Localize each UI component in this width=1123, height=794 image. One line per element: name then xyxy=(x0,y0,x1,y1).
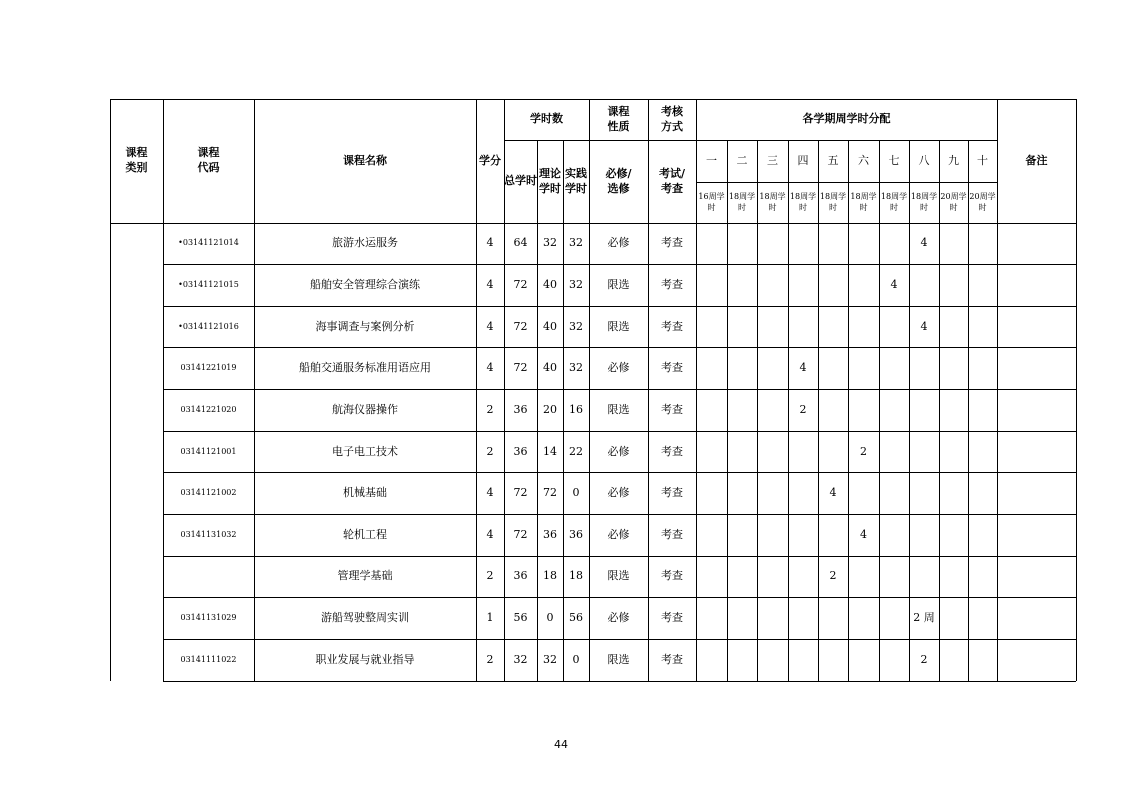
table-row-assessment: 考查 xyxy=(661,569,683,583)
table-row-semester-6-hours: 2 xyxy=(860,444,867,458)
header-semester-weeks-1: 16周学 时 xyxy=(698,191,725,212)
table-row-practice-hours: 32 xyxy=(569,236,583,250)
header-practice-hours: 实践 学时 xyxy=(565,166,587,195)
table-row-assessment: 考查 xyxy=(661,319,683,333)
table-row-semester-5-hours: 4 xyxy=(829,486,837,500)
table-row-course-code: 03141221020 xyxy=(180,404,237,414)
table-row-total-hours: 64 xyxy=(513,236,528,250)
table-row-total-hours: 72 xyxy=(513,319,528,333)
table-row-course-name: 船舶安全管理综合演练 xyxy=(310,278,420,292)
table-row-course-nature: 限选 xyxy=(607,402,630,416)
table-row-credits: 2 xyxy=(486,652,494,666)
table-row-theory-hours: 40 xyxy=(543,278,557,292)
table-row-course-name: 管理学基础 xyxy=(337,569,393,583)
table-row-theory-hours: 14 xyxy=(543,444,557,458)
table-row-course-code xyxy=(163,556,254,598)
table-row-semester-5-hours: 2 xyxy=(829,569,837,583)
table-row-credits: 4 xyxy=(486,527,494,541)
header-semester-weeks-2: 18周学 时 xyxy=(728,191,756,212)
table-row-course-code: •03141121015 xyxy=(178,280,239,290)
header-required-elective: 必修/ 选修 xyxy=(605,166,632,195)
table-row-credits: 2 xyxy=(486,402,494,416)
table-row-assessment: 考查 xyxy=(661,278,683,292)
table-row-course-code: •03141121014 xyxy=(178,238,239,248)
table-row-course-nature: 必修 xyxy=(607,527,630,541)
table-row-semester-7-hours: 4 xyxy=(890,278,898,292)
table-row-practice-hours: 16 xyxy=(569,402,583,416)
table-row-credits: 1 xyxy=(486,611,494,625)
table-row-assessment: 考查 xyxy=(661,361,683,375)
header-semester-weeks-10: 20周学 时 xyxy=(969,191,996,212)
header-semester-4: 四 xyxy=(797,153,809,167)
header-total-hours: 总学时 xyxy=(504,174,537,188)
table-row-semester-4-hours: 4 xyxy=(799,361,807,375)
table-row-course-name: 电子电工技术 xyxy=(332,444,398,458)
table-row-theory-hours: 20 xyxy=(543,402,557,416)
table-row-semester-4-hours: 2 xyxy=(799,402,807,416)
header-course-name: 课程名称 xyxy=(343,153,387,167)
header-semester-weeks-3: 18周学 时 xyxy=(759,191,786,212)
table-row-total-hours: 32 xyxy=(513,652,528,666)
table-row-practice-hours: 32 xyxy=(569,278,583,292)
table-row-theory-hours: 72 xyxy=(543,486,557,500)
header-semester-weeks-8: 18周学 时 xyxy=(910,191,938,212)
table-row-course-name: 机械基础 xyxy=(343,486,387,500)
table-row-course-name: 航海仪器操作 xyxy=(332,402,398,416)
table-row-course-nature: 必修 xyxy=(607,486,630,500)
table-row-practice-hours: 36 xyxy=(569,527,583,541)
table-row-course-name: 轮机工程 xyxy=(343,527,387,541)
table-row-course-name: 船舶交通服务标准用语应用 xyxy=(299,361,431,375)
page-number: 44 xyxy=(554,738,568,751)
table-row-total-hours: 36 xyxy=(513,444,528,458)
table-row-course-code: 03141131032 xyxy=(180,529,237,539)
table-row-course-nature: 限选 xyxy=(607,278,630,292)
table-row-theory-hours: 0 xyxy=(546,611,554,625)
header-semester-weeks-7: 18周学 时 xyxy=(880,191,908,212)
table-row-course-code: 03141131029 xyxy=(180,613,237,623)
header-exam-check: 考试/ 考查 xyxy=(658,166,686,195)
header-semester-weeks-4: 18周学 时 xyxy=(789,191,817,212)
table-row-course-nature: 必修 xyxy=(607,361,630,375)
header-semester-10: 十 xyxy=(977,153,988,167)
table-row-total-hours: 72 xyxy=(513,527,528,541)
table-row-semester-8-hours: 4 xyxy=(920,319,928,333)
header-course-category: 课程 类别 xyxy=(125,146,148,174)
table-row-course-nature: 必修 xyxy=(607,444,630,458)
table-row-course-nature: 必修 xyxy=(607,611,630,625)
table-row-practice-hours: 32 xyxy=(569,361,583,375)
table-row-theory-hours: 40 xyxy=(543,319,557,333)
table-row-assessment: 考查 xyxy=(661,402,683,416)
table-row-course-code: 03141121002 xyxy=(180,488,237,498)
table-row-course-name: 旅游水运服务 xyxy=(332,236,398,250)
table-row-assessment: 考查 xyxy=(661,652,683,666)
table-row-course-code: 03141111022 xyxy=(180,654,237,664)
header-semester-allocation: 各学期周学时分配 xyxy=(802,112,891,126)
table-row-course-code: •03141121016 xyxy=(178,321,239,331)
table-row-credits: 4 xyxy=(486,486,494,500)
header-semester-9: 九 xyxy=(948,153,959,167)
header-theory-hours: 理论 学时 xyxy=(539,166,561,195)
table-row-credits: 4 xyxy=(486,278,494,292)
table-row-theory-hours: 36 xyxy=(543,527,557,541)
header-assessment-method: 考核 方式 xyxy=(661,104,683,133)
table-row-semester-8-hours: 2 xyxy=(920,652,928,666)
header-semester-2: 二 xyxy=(736,153,748,167)
table-row-assessment: 考查 xyxy=(661,611,683,625)
header-semester-7: 七 xyxy=(888,153,900,167)
table-row-total-hours: 72 xyxy=(513,486,528,500)
table-row-credits: 4 xyxy=(486,361,494,375)
table-row-course-code: 03141121001 xyxy=(180,446,237,456)
header-semester-weeks-6: 18周学 时 xyxy=(850,191,877,212)
table-row-course-code: 03141221019 xyxy=(180,363,237,373)
table-row-course-nature: 限选 xyxy=(607,652,630,666)
header-credits: 学分 xyxy=(479,153,501,167)
table-row-theory-hours: 40 xyxy=(543,361,557,375)
table-row-assessment: 考查 xyxy=(661,236,683,250)
table-row-total-hours: 72 xyxy=(513,361,528,375)
table-row-practice-hours: 0 xyxy=(572,486,580,500)
header-semester-1: 一 xyxy=(706,153,717,167)
table-row-course-nature: 限选 xyxy=(607,569,630,583)
table-row-theory-hours: 18 xyxy=(543,569,557,583)
header-semester-3: 三 xyxy=(767,153,778,167)
table-row-semester-8-hours: 2 周 xyxy=(913,611,935,625)
header-course-code: 课程 代码 xyxy=(197,146,220,174)
table-row-assessment: 考查 xyxy=(661,444,683,458)
table-row-total-hours: 36 xyxy=(513,569,528,583)
table-row-total-hours: 56 xyxy=(513,611,528,625)
table-row-credits: 2 xyxy=(486,444,494,458)
table-row-theory-hours: 32 xyxy=(543,652,557,666)
table-row-assessment: 考查 xyxy=(661,527,683,541)
table-row-course-name: 职业发展与就业指导 xyxy=(315,652,415,666)
table-row-assessment: 考查 xyxy=(661,486,683,500)
table-row-theory-hours: 32 xyxy=(543,236,557,250)
table-row-practice-hours: 22 xyxy=(569,444,583,458)
table-row-course-name: 海事调查与案例分析 xyxy=(315,319,415,333)
table-row-practice-hours: 32 xyxy=(569,319,583,333)
table-row-course-nature: 必修 xyxy=(607,236,630,250)
table-row-credits: 2 xyxy=(486,569,494,583)
table-row-course-nature: 限选 xyxy=(607,319,630,333)
table-row-practice-hours: 56 xyxy=(569,611,583,625)
table-row-total-hours: 72 xyxy=(513,278,528,292)
header-semester-8: 八 xyxy=(918,153,930,167)
table-row-semester-6-hours: 4 xyxy=(860,527,867,541)
table-row-total-hours: 36 xyxy=(513,402,528,416)
table-row-credits: 4 xyxy=(486,319,494,333)
table-row-practice-hours: 18 xyxy=(569,569,583,583)
header-semester-weeks-5: 18周学 时 xyxy=(819,191,847,212)
table-row-practice-hours: 0 xyxy=(572,652,580,666)
table-row-semester-8-hours: 4 xyxy=(920,236,928,250)
header-semester-weeks-9: 20周学 时 xyxy=(940,191,967,212)
header-hours-group: 学时数 xyxy=(530,112,563,126)
table-row-course-name: 游船驾驶整周实训 xyxy=(321,611,409,625)
header-semester-6: 六 xyxy=(858,153,869,167)
table-row-credits: 4 xyxy=(486,236,494,250)
header-course-nature: 课程 性质 xyxy=(607,104,630,133)
header-remarks: 备注 xyxy=(1025,153,1048,167)
header-semester-5: 五 xyxy=(827,153,839,167)
